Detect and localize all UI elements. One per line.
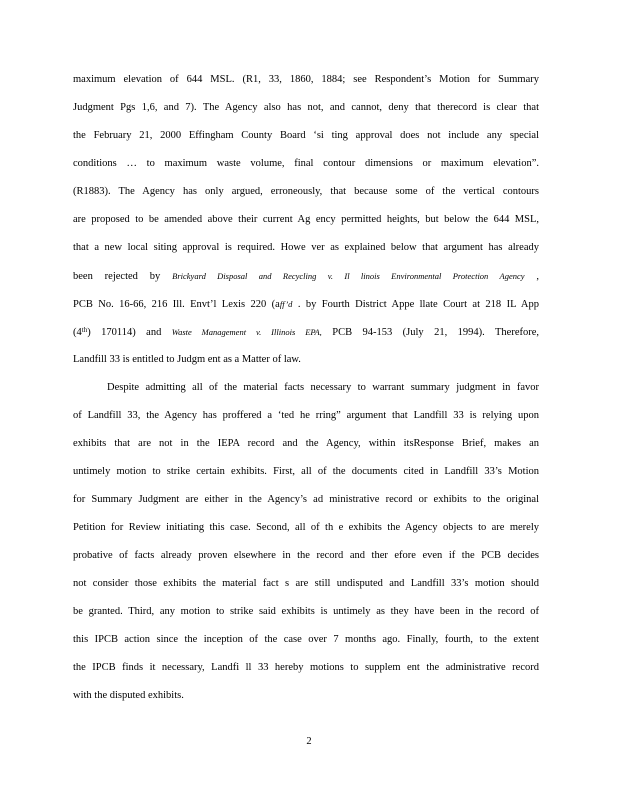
body-line: of Landfill 33, the Agency has proffered a ‘ted he rring” argument that Landfill 33 is relying upon xyxy=(73,410,539,421)
body-line: the IPCB finds it necessary, Landfi ll 33 hereby motions to supplem ent the administrative record xyxy=(73,662,539,673)
body-line: be granted. Third, any motion to strike said exhibits is untimely as they have been in the record of xyxy=(73,606,539,617)
body-line-citation xyxy=(73,294,539,314)
body-line-citation xyxy=(73,322,539,342)
body-line-citation xyxy=(73,266,539,286)
body-line: conditions … to maximum waste volume, final contour dimensions or maximum elevation”. xyxy=(73,158,539,169)
body-line: not consider those exhibits the material fact s are still undisputed and Landfill 33’s motion should xyxy=(73,578,539,589)
body-line: Judgment Pgs 1,6, and 7). The Agency also has not, and cannot, deny that therecord is clear that xyxy=(73,102,539,113)
body-line: the February 21, 2000 Effingham County Board ‘si ting approval does not include any special xyxy=(73,130,539,141)
text-run: ) 170114) and xyxy=(87,327,162,338)
text-run: been rejected by xyxy=(73,271,161,282)
text-run: . by Fourth District Appe llate Court at 218 IL App xyxy=(297,299,539,310)
body-line: (R1883). The Agency has only argued, erroneously, that because some of the vertical contours xyxy=(73,186,539,197)
case-citation-italic: Waste Management v. Illinois EPA, xyxy=(171,327,322,337)
text-run: (4 xyxy=(73,327,82,338)
text-run: PCB 94-153 (July 21, 1994). Therefore, xyxy=(332,327,539,338)
paragraph-first-line: Despite admitting all of the material facts necessary to warrant summary judgment in favor xyxy=(107,382,539,393)
body-line: with the disputed exhibits. xyxy=(73,690,184,701)
text-run: PCB No. 16-66, 216 Ill. Envt’l Lexis 220 (a xyxy=(73,299,280,310)
superscript: th xyxy=(81,326,88,334)
body-line: maximum elevation of 644 MSL. (R1, 33, 1860, 1884; see Respondent’s Motion for Summary xyxy=(73,74,539,85)
body-line: Landfill 33 is entitled to Judgm ent as a Matter of law. xyxy=(73,354,301,365)
body-line: exhibits that are not in the IEPA record and the Agency, within itsResponse Brief, makes an xyxy=(73,438,539,449)
text-run: , xyxy=(536,271,539,282)
body-line: this IPCB action since the inception of the case over 7 months ago. Finally, fourth, to the extent xyxy=(73,634,539,645)
body-line: untimely motion to strike certain exhibits. First, all of the documents cited in Landfill 33’s Motion xyxy=(73,466,539,477)
page-number: 2 xyxy=(306,736,312,747)
case-citation-italic: Brickyard Disposal and Recycling v. Il linois Environmental Protection Agency xyxy=(172,271,525,281)
body-line: are proposed to be amended above their current Ag ency permitted heights, but below the 644 MSL, xyxy=(73,214,539,225)
body-line: for Summary Judgment are either in the Agency’s ad ministrative record or exhibits to the original xyxy=(73,494,539,505)
body-line: that a new local siting approval is required. Howe ver as explained below that argument has already xyxy=(73,242,539,253)
body-line: probative of facts already proven elsewhere in the record and ther efore even if the PCB decides xyxy=(73,550,539,561)
affirmed-italic: ff’d xyxy=(279,299,293,309)
body-line: Petition for Review initiating this case. Second, all of th e exhibits the Agency objects to are merely xyxy=(73,522,539,533)
